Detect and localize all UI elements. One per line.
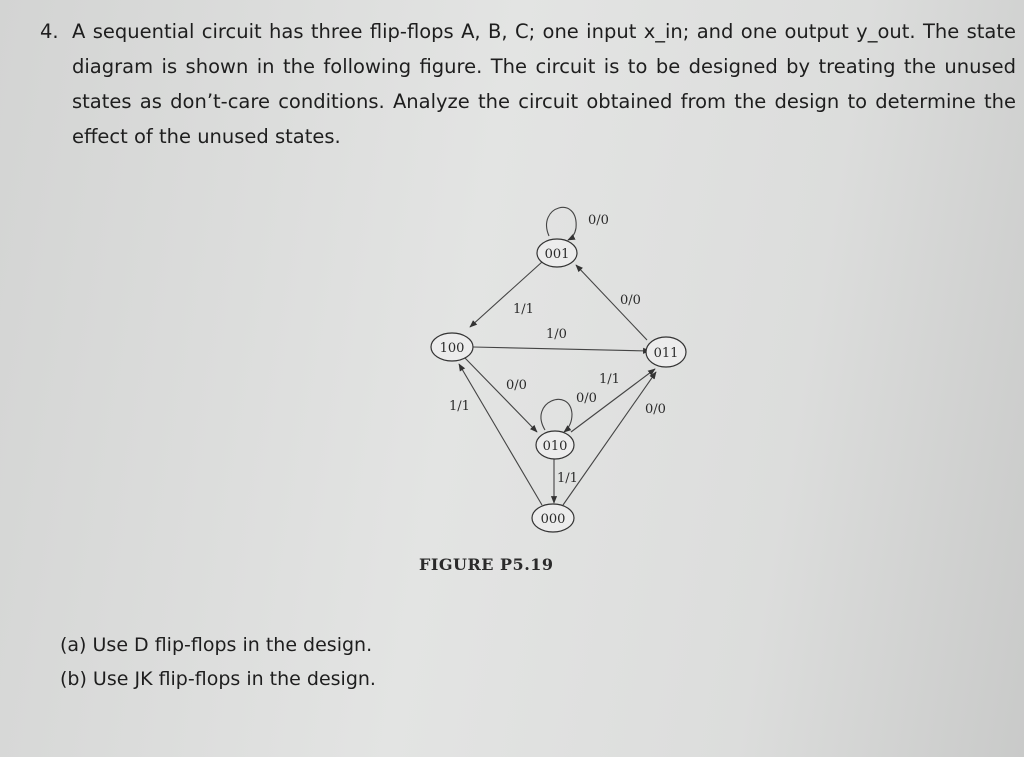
edge-label-001-100: 1/1 — [513, 302, 534, 317]
edge-label-000-011: 0/0 — [645, 402, 666, 417]
edge-001-100 — [470, 262, 542, 327]
edge-100-010 — [465, 358, 537, 432]
edge-label-000-100: 1/1 — [449, 399, 470, 414]
state-label-000: 000 — [540, 512, 566, 527]
edge-label-011-001: 0/0 — [620, 293, 641, 308]
edge-label-010-000: 1/1 — [557, 471, 578, 486]
edge-label-self-001: 0/0 — [588, 213, 609, 228]
edge-label-010-011: 1/1 — [599, 372, 620, 387]
problem-text: A sequential circuit has three flip-flops A, B, C; one input x_in; and one output y_out. The state diagram is shown in the following figure. The circuit is to be designed by treating the unused states as don’t-care conditions. Analyze the circuit obtained from the design to determine the effect of the unused states. — [72, 20, 1016, 148]
state-label-001: 001 — [544, 247, 570, 262]
problem-number: 4. — [40, 20, 59, 43]
edge-000-100 — [459, 364, 542, 505]
state-label-011: 011 — [653, 346, 679, 361]
edge-label-self-010: 0/0 — [576, 391, 597, 406]
self-loop-001 — [547, 207, 577, 240]
state-label-100: 100 — [439, 341, 465, 356]
state-label-010: 010 — [542, 439, 568, 454]
question-parts — [60, 628, 376, 696]
figure-caption: FIGURE P5.19 — [419, 555, 554, 574]
edge-100-011 — [473, 347, 650, 351]
part-b: (b) Use JK flip-flops in the design. — [60, 668, 376, 690]
edge-label-100-010: 0/0 — [506, 378, 527, 393]
edge-label-100-011: 1/0 — [546, 327, 567, 342]
self-loop-010 — [541, 399, 572, 432]
part-a: (a) Use D flip-flops in the design. — [60, 634, 373, 656]
